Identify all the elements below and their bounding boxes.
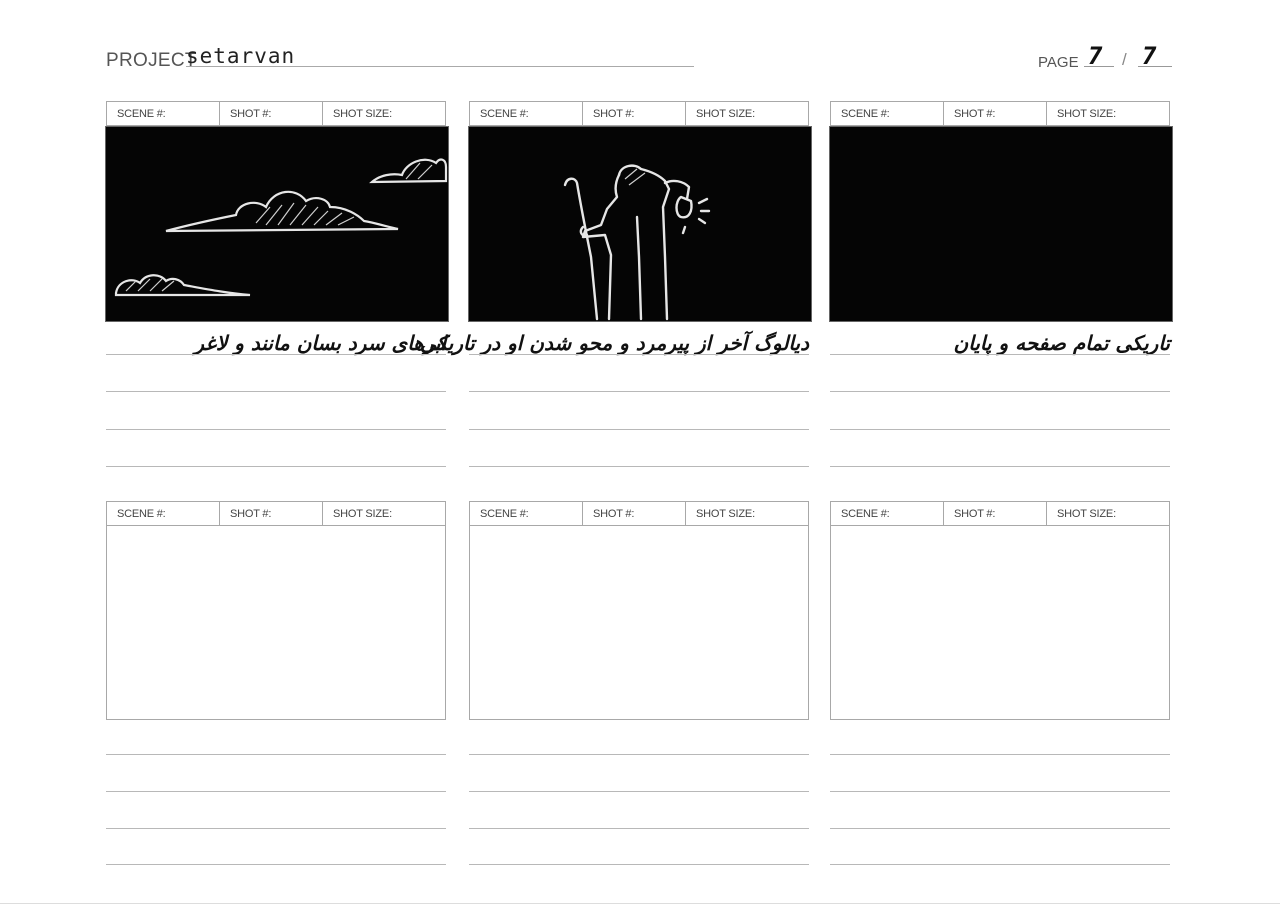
shot-size-label: SHOT SIZE: bbox=[1057, 508, 1116, 520]
shot-size-label: SHOT SIZE: bbox=[333, 108, 392, 120]
sketch-frame bbox=[829, 126, 1173, 322]
panel-caption: دیالوگ آخر از پیرمرد و محو شدن او در تاریکی bbox=[420, 331, 809, 355]
page-total-line bbox=[1138, 66, 1172, 67]
panel-header bbox=[469, 101, 809, 126]
shot-size-label: SHOT SIZE: bbox=[333, 508, 392, 520]
panel-header bbox=[106, 501, 446, 526]
project-name-line bbox=[186, 66, 694, 67]
shot-number-label: SHOT #: bbox=[944, 502, 1047, 525]
panel-header bbox=[830, 101, 1170, 126]
sketch-frame bbox=[106, 525, 446, 720]
scene-number-label: SCENE #: bbox=[831, 502, 944, 525]
shot-number-label: SHOT #: bbox=[583, 102, 686, 125]
scene-number-label: SCENE #: bbox=[470, 102, 583, 125]
panel-header bbox=[106, 101, 446, 126]
sketch-frame bbox=[830, 525, 1170, 720]
panel-header bbox=[469, 501, 809, 526]
shot-size-label: SHOT SIZE: bbox=[696, 508, 755, 520]
sketch-frame bbox=[469, 525, 809, 720]
project-label: PROJECT bbox=[106, 50, 197, 71]
page-label: PAGE bbox=[1038, 54, 1079, 71]
scene-number-label: SCENE #: bbox=[107, 502, 220, 525]
shot-number-label: SHOT #: bbox=[220, 102, 323, 125]
scene-number-label: SCENE #: bbox=[831, 102, 944, 125]
page-current-line bbox=[1084, 66, 1114, 67]
panel-header bbox=[830, 501, 1170, 526]
panel-caption: تاریکی تمام صفحه و پایان bbox=[953, 331, 1170, 355]
page-bottom-rule bbox=[0, 903, 1280, 904]
shot-number-label: SHOT #: bbox=[944, 102, 1047, 125]
clouds-sketch bbox=[106, 127, 448, 321]
page-current: 7 bbox=[1088, 42, 1103, 70]
sketch-frame bbox=[468, 126, 812, 322]
project-name: setarvan bbox=[186, 44, 296, 68]
panel-caption: ابرهای سرد بسان مانند و لاغر bbox=[194, 331, 446, 355]
shot-number-label: SHOT #: bbox=[220, 502, 323, 525]
page-separator: / bbox=[1122, 50, 1127, 69]
page-indicator bbox=[1038, 42, 1172, 72]
sketch-frame bbox=[105, 126, 449, 322]
page-total: 7 bbox=[1142, 42, 1157, 70]
shot-size-label: SHOT SIZE: bbox=[1057, 108, 1116, 120]
scene-number-label: SCENE #: bbox=[470, 502, 583, 525]
shot-size-label: SHOT SIZE: bbox=[696, 108, 755, 120]
project-header bbox=[106, 44, 694, 71]
shot-number-label: SHOT #: bbox=[583, 502, 686, 525]
scene-number-label: SCENE #: bbox=[107, 102, 220, 125]
old-man-sketch bbox=[469, 127, 811, 321]
